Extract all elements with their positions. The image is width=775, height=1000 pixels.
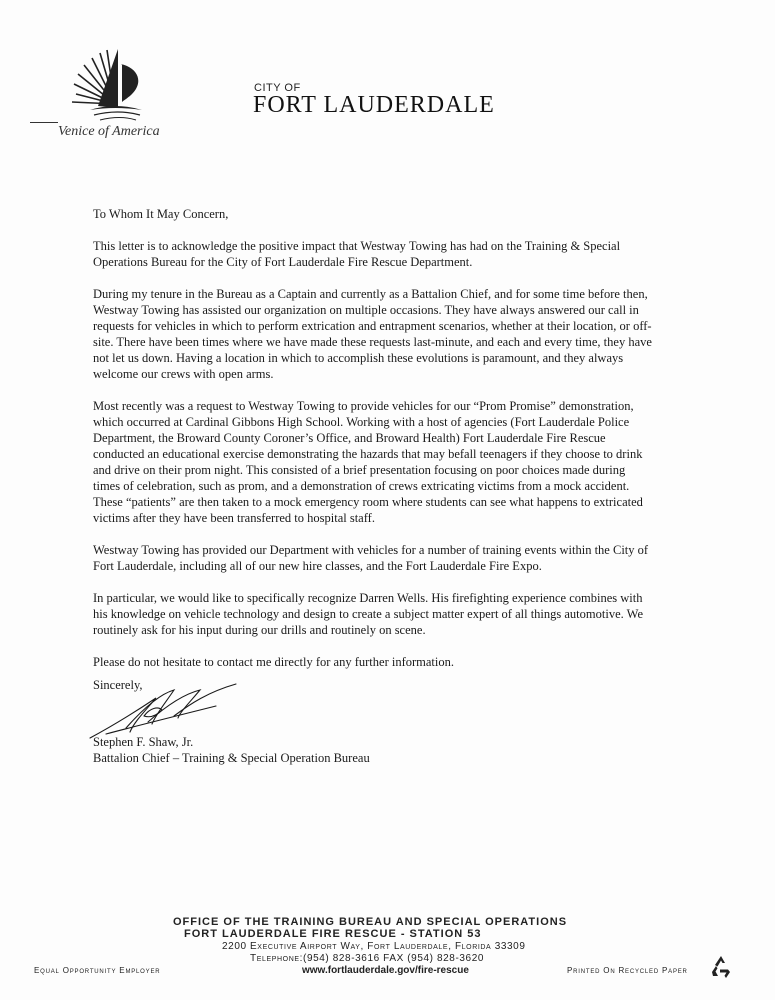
paragraph-5: In particular, we would like to specifically recognize Darren Wells. His firefighting experience combines with his knowledge on vehicle technology and design to create a subject matter expert of all things automotive. We routinely ask for his input during our drills and routinely on scene.: [93, 591, 643, 637]
letterhead-rule: [30, 122, 58, 123]
paragraph-6: Please do not hesitate to contact me directly for any further information.: [93, 655, 454, 669]
paragraph-1: This letter is to acknowledge the positive impact that Westway Towing has had on the Training & Special Operations Bureau for the City of Fort Lauderdale Fire Rescue Department.: [93, 239, 621, 269]
footer-office: OFFICE OF THE TRAINING BUREAU AND SPECIAL OPERATIONS: [173, 916, 568, 928]
sailboat-sunburst-logo: [60, 44, 170, 129]
city-tagline: Venice of America: [58, 124, 160, 139]
city-name-heading: FORT LAUDERDALE: [253, 92, 495, 118]
footer-address: 2200 Executive Airport Way, Fort Lauderdale, Florida 33309: [222, 941, 526, 952]
footer-website[interactable]: www.fortlauderdale.gov/fire-rescue: [302, 965, 469, 976]
signer-title: Battalion Chief – Training & Special Operation Bureau: [93, 751, 370, 765]
salutation: To Whom It May Concern,: [93, 207, 229, 221]
city-of-label: CITY OF: [254, 82, 301, 94]
footer-phone: Telephone:(954) 828-3616 FAX (954) 828-3620: [250, 953, 485, 964]
signer-name: Stephen F. Shaw, Jr.: [93, 735, 194, 749]
footer-station: FORT LAUDERDALE FIRE RESCUE - STATION 53: [184, 928, 482, 940]
paragraph-2: During my tenure in the Bureau as a Captain and currently as a Battalion Chief, and for some time before then, Westway Towing has assisted our organization on multiple occasions. They have always answered our call in requests for vehicles in which to perform extrication and entrapment scenarios, whether at their location, or off-site. There have been times where we have made these requests last-minute, and each and every time, they have not let us down. Having a location in which to accomplish these evolutions is paramount, and they always welcome our crews with open arms.: [93, 287, 652, 381]
recycle-icon: [708, 954, 734, 980]
closing: Sincerely,: [93, 678, 143, 692]
paragraph-3: Most recently was a request to Westway Towing to provide vehicles for our “Prom Promise” demonstration, which occurred at Cardinal Gibbons High School. Working with a host of agencies (Fort Lauderdale Police Department, the Broward County Coroner’s Office, and Broward Health) Fort Lauderdale Fire Rescue conducted an educational exercise demonstrating the hazards that may befall teenagers if they choose to drink and drive on their prom night. This consisted of a brief presentation focusing on poor choices made during times of celebration, such as prom, and a demonstration of crews extricating victims from a mock accident. These “patients” are then taken to a mock emergency room where students can see what happens to extricated victims after they have been transferred to hospital staff.: [93, 399, 643, 525]
signer-block: [93, 734, 370, 766]
letter-body: [93, 206, 653, 686]
recycled-paper-note: Printed On Recycled Paper: [567, 966, 688, 975]
paragraph-4: Westway Towing has provided our Department with vehicles for a number of training events within the City of Fort Lauderdale, including all of our new hire classes, and the Fort Lauderdale Fire Expo.: [93, 543, 649, 573]
equal-opportunity-note: Equal Opportunity Employer: [34, 966, 161, 975]
